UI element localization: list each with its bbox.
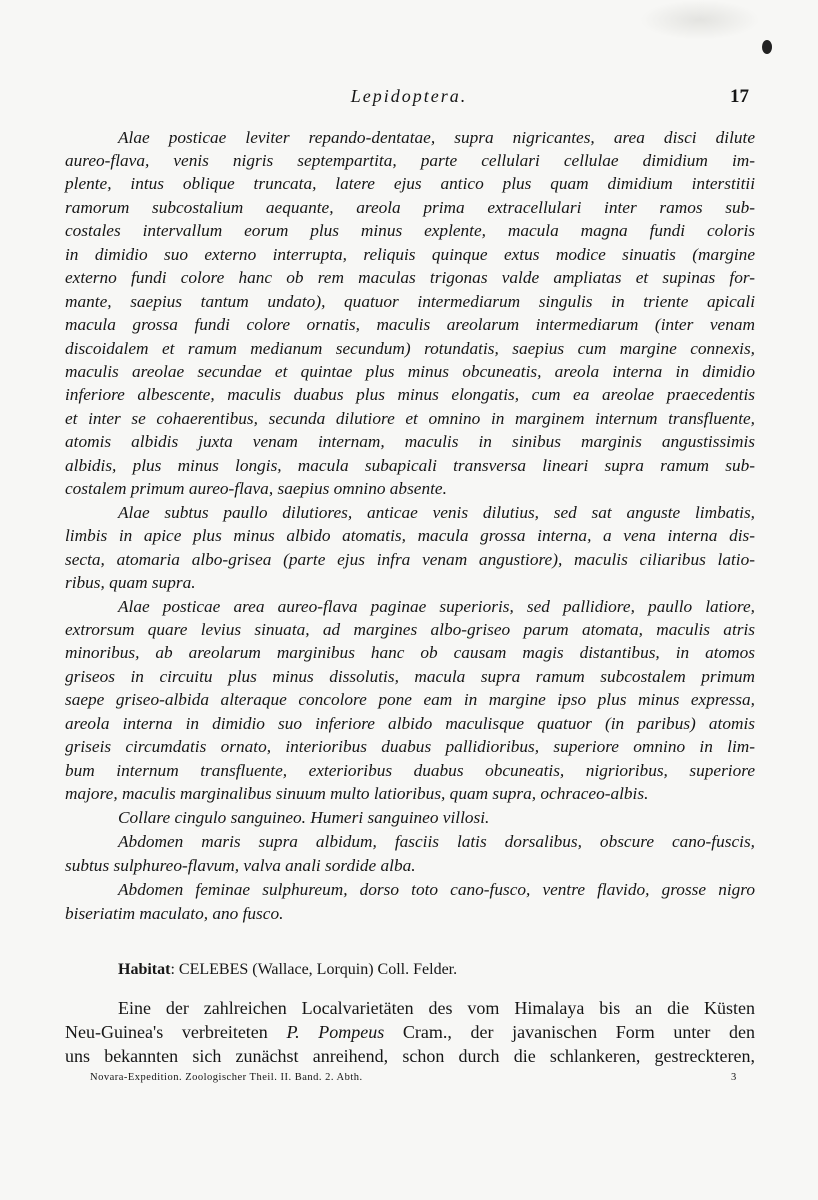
text-line: Abdomen maris supra albidum, fasciis latis dorsalibus, obscure cano-fuscis, [118, 832, 755, 851]
text-line: externo fundi colore hanc ob rem maculas trigonas valde ampliatas et supinas for- [65, 268, 755, 287]
text-line: inferiore albescente, maculis duabus plus minus elongatis, cum ea areolae praecedentis [65, 385, 755, 404]
german-text: Neu-Guinea's verbreiteten [65, 1022, 268, 1042]
text-line: extrorsum quare levius sinuata, ad margines albo-griseo parum atomata, maculis atris [65, 620, 755, 639]
text-line: ribus, quam supra. [65, 573, 196, 592]
text-line: limbis in apice plus minus albido atomatis, macula grossa interna, a vena interna dis- [65, 526, 755, 545]
german-line [65, 1020, 755, 1044]
text-line: subtus sulphureo-flavum, valva anali sordide alba. [65, 856, 416, 875]
habitat-label: Habitat [118, 961, 171, 978]
text-line: secta, atomaria albo-grisea (parte ejus infra venam angustiore), maculis ciliaribus latio- [65, 550, 755, 569]
text-line: macula grossa fundi colore ornatis, maculis areolarum intermediarum (inter venam [65, 315, 755, 334]
footer-series: Novara-Expedition. Zoologischer Theil. II. Band. 2. Abth. [90, 1072, 363, 1083]
text-line: majore, maculis marginalibus sinuum multo latioribus, quam supra, ochraceo-albis. [65, 784, 649, 803]
text-line: bum internum transfluente, exterioribus duabus obcuneatis, nigrioribus, superiore [65, 761, 755, 780]
page-number: 17 [730, 86, 749, 107]
text-line: costales intervallum eorum plus minus explente, macula magna fundi coloris [65, 221, 755, 240]
text-line: Collare cingulo sanguineo. Humeri sanguineo villosi. [118, 808, 490, 827]
text-line: Alae posticae area aureo-flava paginae superioris, sed pallidiore, paullo latiore, [118, 597, 755, 616]
text-line: Alae posticae leviter repando-dentatae, supra nigricantes, area disci dilute [118, 128, 755, 147]
footer-signature: 3 [731, 1072, 737, 1083]
text-line: maculis areolae secundae et quintae plus minus obcuneatis, areola interna in dimidio [65, 362, 755, 381]
habitat-text: : CELEBES (Wallace, Lorquin) Coll. Felder. [170, 961, 458, 978]
text-line: minoribus, ab areolarum marginibus hanc ob causam magis distantibus, in atomos [65, 643, 755, 662]
running-title: Lepidoptera. [350, 86, 468, 106]
text-line: areola interna in dimidio suo inferiore albido maculisque quatuor (in paribus) atomis [65, 714, 755, 733]
text-line: biseriatim maculato, ano fusco. [65, 904, 284, 923]
text-line: costalem primum aureo-flava, saepius omnino absente. [65, 479, 447, 498]
habitat-line [118, 958, 755, 982]
text-line: plente, intus oblique truncata, latere ejus antico plus quam dimidium interstitii [65, 174, 755, 193]
text-line: mante, saepius tantum undato), quatuor intermediarum singulis in triente apicali [65, 292, 755, 311]
text-line: atomis albidis juxta venam internam, maculis in sinibus marginis angustissimis [65, 432, 755, 451]
text-line: saepe griseo-albida alteraque concolore pone eam in margine ipso plus minus expressa, [65, 690, 755, 709]
ink-spot [762, 40, 772, 54]
text-line: ramorum subcostalium aequante, areola prima extracellulari inter ramos sub- [65, 198, 755, 217]
german-text: Cram., der javanischen Form unter den [402, 1022, 755, 1042]
text-line: albidis, plus minus longis, macula subapicali transversa lineari supra ramum sub- [65, 456, 755, 475]
text-line: griseis circumdatis ornato, interioribus duabus pallidioribus, superiore omnino in lim- [65, 737, 755, 756]
text-line: griseos in circuitu plus minus dissolutis, macula supra ramum subcostalem primum [65, 667, 755, 686]
german-line: uns bekannten sich zunächst anreihend, schon durch die schlankeren, gestreckteren, [65, 1046, 755, 1066]
text-line: Alae subtus paullo dilutiores, anticae venis dilutius, sed sat anguste limbatis, [118, 503, 755, 522]
text-line: in dimidio suo externo interrupta, reliquis quinque extus modice sinuatis (margine [65, 245, 755, 264]
text-line: et inter se cohaerentibus, secunda dilutiore et omnino in marginem internum transfluente, [65, 409, 755, 428]
scan-smudge [640, 0, 760, 40]
german-line: Eine der zahlreichen Localvarietäten des vom Himalaya bis an die Küsten [118, 998, 755, 1018]
text-line: aureo-flava, venis nigris septempartita, parte cellulari cellulae dimidium im- [65, 151, 755, 170]
text-line: discoidalem et ramum medianum secundum) rotundatis, saepius cum margine connexis, [65, 339, 755, 358]
species-name: P. Pompeus [286, 1022, 385, 1042]
text-line: Abdomen feminae sulphureum, dorso toto cano-fusco, ventre flavido, grosse nigro [118, 880, 755, 899]
